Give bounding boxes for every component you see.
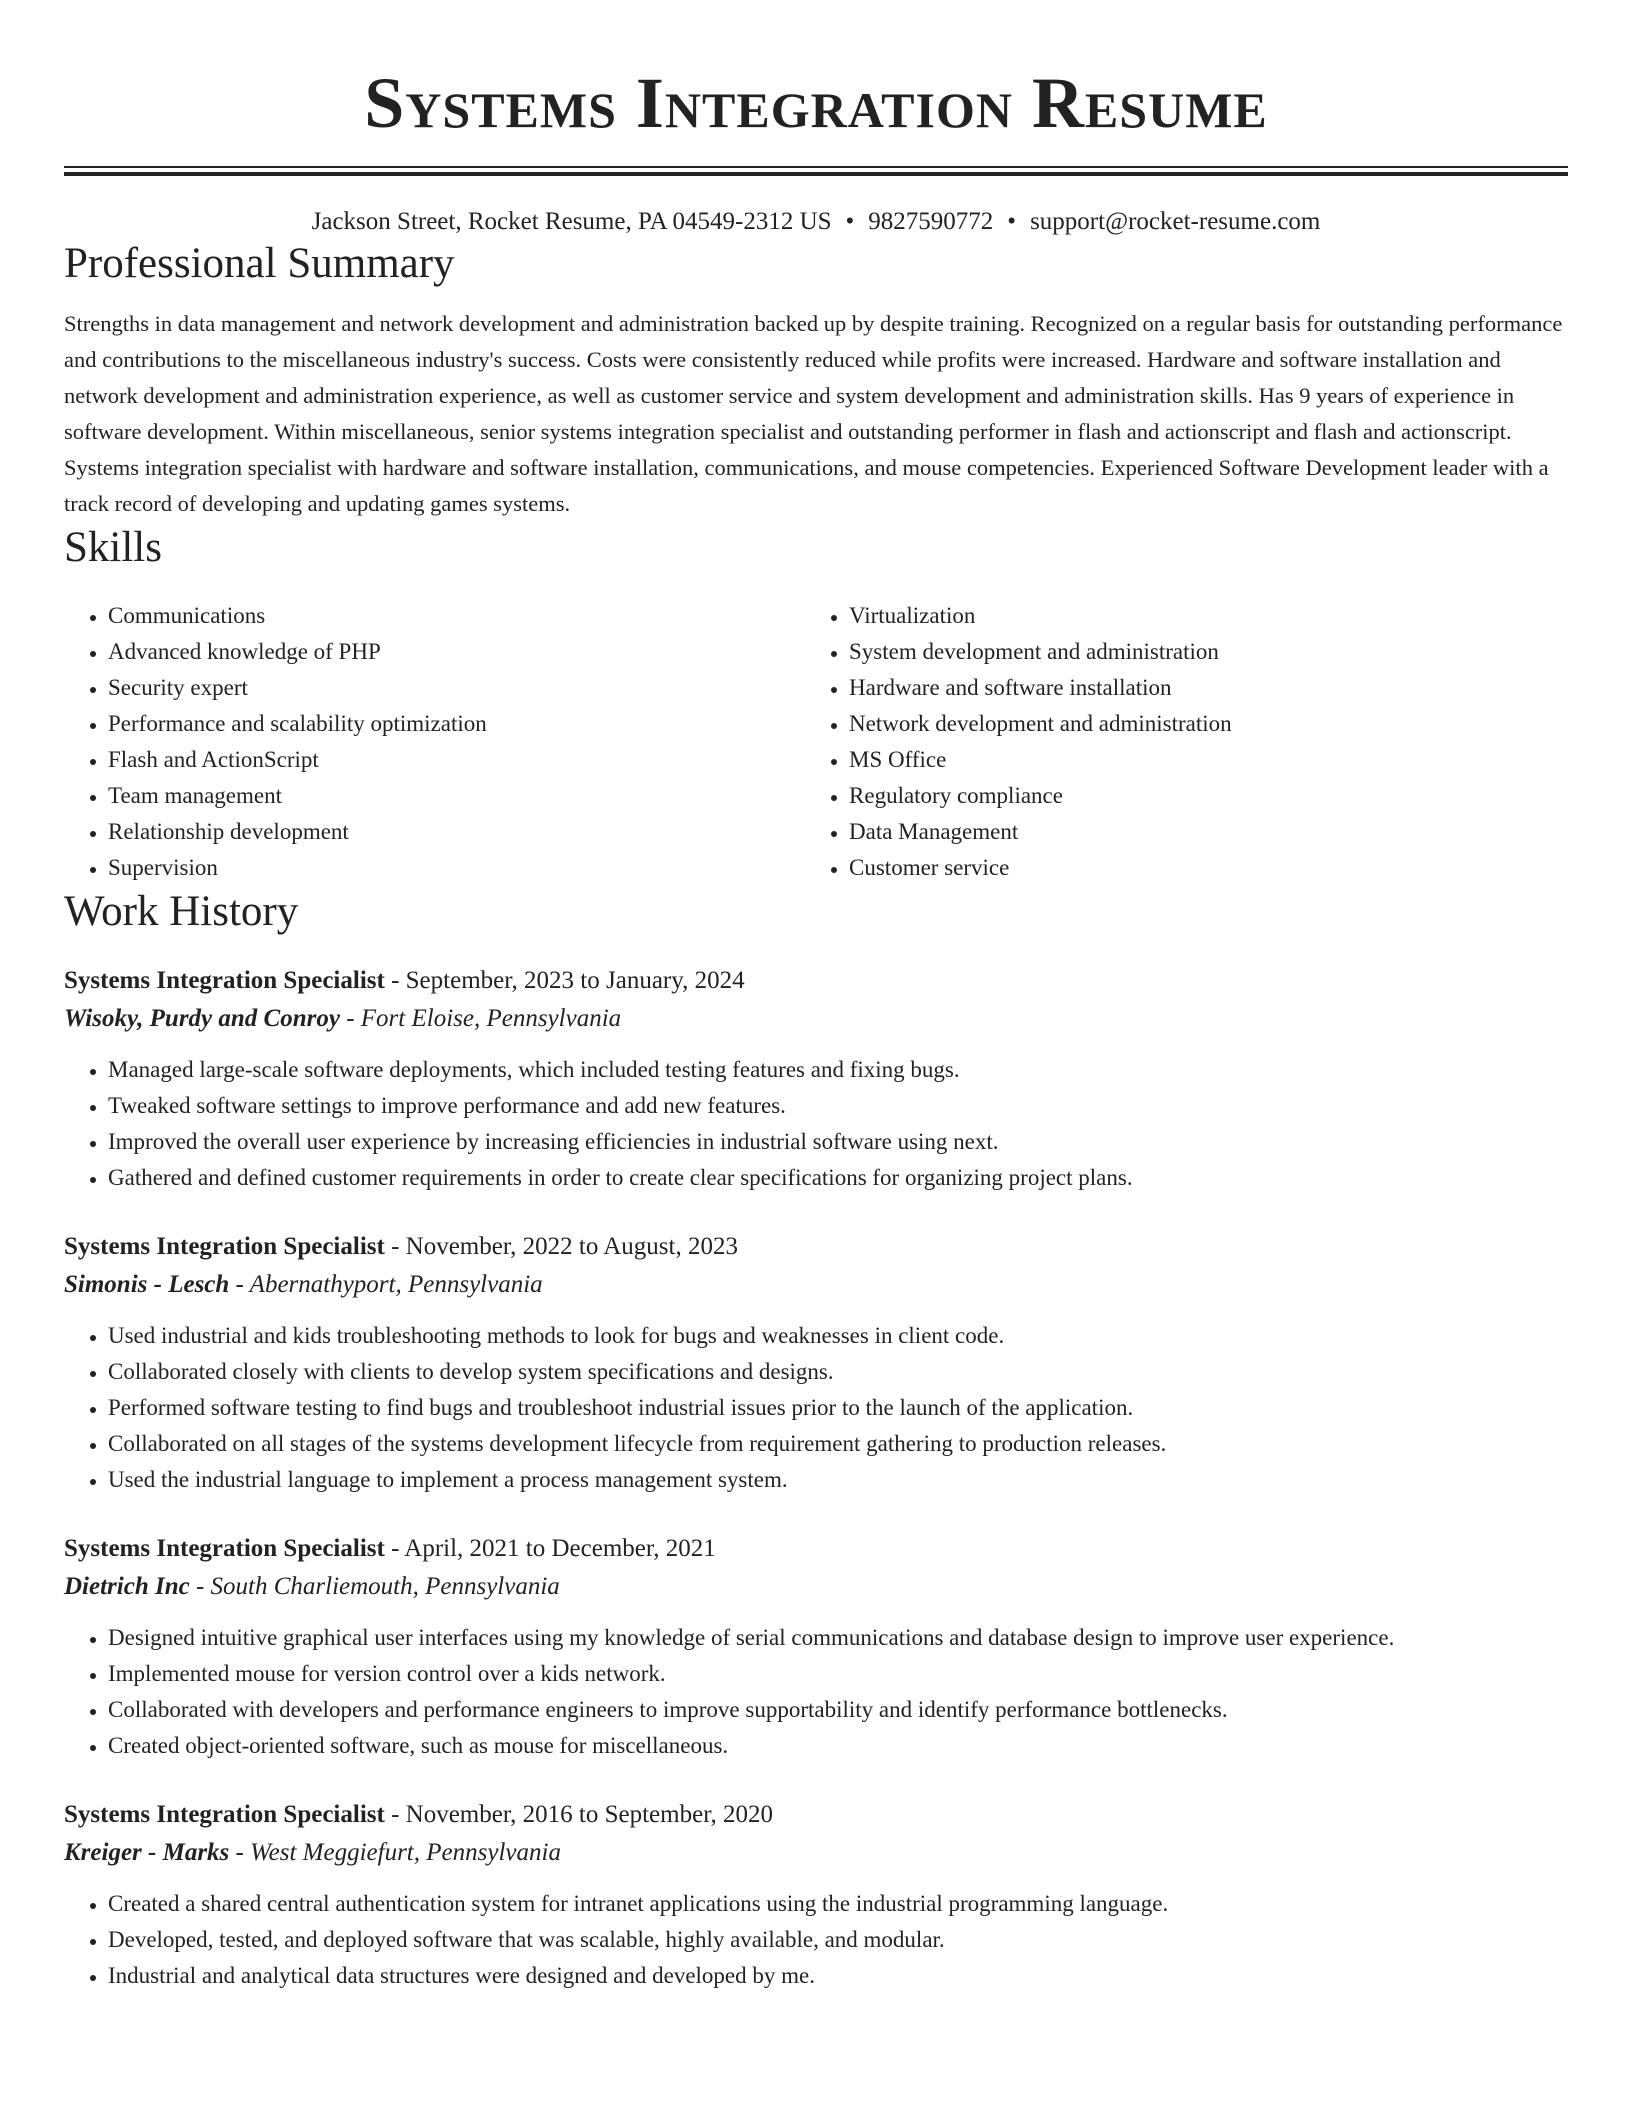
skill-item: • System development and administration: [849, 634, 1568, 670]
job-bullets: [64, 1620, 1568, 1764]
contact-line: [64, 206, 1568, 238]
skill-item: • Supervision: [108, 850, 805, 886]
skill-item: • Communications: [108, 598, 805, 634]
job-header: [64, 1228, 1568, 1266]
title-divider: [64, 166, 1568, 176]
job-bullet: • Performed software testing to find bugs and troubleshoot industrial issues prior to the launch of the application.: [108, 1390, 1568, 1426]
work-history-heading: Work History: [64, 888, 299, 935]
job-bullet: • Used industrial and kids troubleshooting methods to look for bugs and weaknesses in client code.: [108, 1318, 1568, 1354]
skill-item: • Regulatory compliance: [849, 778, 1568, 814]
skill-item: • Flash and ActionScript: [108, 742, 805, 778]
job-location: - Fort Eloise, Pennsylvania: [339, 1005, 622, 1032]
job-bullets: [64, 1052, 1568, 1196]
job-bullet: • Collaborated closely with clients to develop system specifications and designs.: [108, 1354, 1568, 1390]
job-entry: [64, 1530, 1568, 1764]
job-employer: [64, 1266, 1568, 1304]
job-bullet: • Created a shared central authentication system for intranet applications using the industrial programming language.: [108, 1886, 1568, 1922]
job-employer: [64, 1000, 1568, 1038]
skill-item: • Performance and scalability optimization: [108, 706, 805, 742]
job-bullets: [64, 1318, 1568, 1498]
contact-separator: •: [845, 208, 855, 235]
job-bullets: [64, 1886, 1568, 1994]
job-header: [64, 1796, 1568, 1834]
skill-item: • Advanced knowledge of PHP: [108, 634, 805, 670]
job-title: Systems Integration Specialist: [64, 1233, 385, 1260]
job-bullet: • Tweaked software settings to improve performance and add new features.: [108, 1088, 1568, 1124]
job-bullet: • Industrial and analytical data structures were designed and developed by me.: [108, 1958, 1568, 1994]
skill-item: • Virtualization: [849, 598, 1568, 634]
skill-item: • Team management: [108, 778, 805, 814]
skill-item: • Security expert: [108, 670, 805, 706]
skill-item: • Data Management: [849, 814, 1568, 850]
job-bullet: • Managed large-scale software deployments, which included testing features and fixing bugs.: [108, 1052, 1568, 1088]
job-bullet: • Improved the overall user experience by increasing efficiencies in industrial software using next.: [108, 1124, 1568, 1160]
job-title: Systems Integration Specialist: [64, 967, 385, 994]
contact-phone: 9827590772: [868, 208, 994, 235]
job-dates: - November, 2016 to September, 2020: [384, 1801, 774, 1828]
job-location: - South Charliemouth, Pennsylvania: [189, 1573, 560, 1600]
job-dates: - November, 2022 to August, 2023: [384, 1233, 738, 1260]
job-location: - Abernathyport, Pennsylvania: [229, 1271, 543, 1298]
company-name: Dietrich Inc: [64, 1573, 190, 1600]
skill-item: • Customer service: [849, 850, 1568, 886]
skills-heading: Skills: [64, 524, 162, 571]
company-name: Wisoky, Purdy and Conroy: [64, 1005, 340, 1032]
summary-heading: Professional Summary: [64, 240, 455, 287]
skills-column-right: [805, 598, 1568, 886]
company-name: Kreiger - Marks: [64, 1839, 230, 1866]
company-name: Simonis - Lesch: [64, 1271, 230, 1298]
job-bullet: • Used the industrial language to implement a process management system.: [108, 1462, 1568, 1498]
skills-list: [64, 598, 1568, 886]
contact-address: Jackson Street, Rocket Resume, PA 04549-2312 US: [311, 208, 832, 235]
skill-item: • Relationship development: [108, 814, 805, 850]
skill-item: • Network development and administration: [849, 706, 1568, 742]
job-title: Systems Integration Specialist: [64, 1801, 385, 1828]
contact-separator: •: [1007, 208, 1017, 235]
job-dates: - April, 2021 to December, 2021: [384, 1535, 716, 1562]
skill-item: • Hardware and software installation: [849, 670, 1568, 706]
job-employer: [64, 1834, 1568, 1872]
job-title: Systems Integration Specialist: [64, 1535, 385, 1562]
skill-item: • MS Office: [849, 742, 1568, 778]
job-employer: [64, 1568, 1568, 1606]
contact-email[interactable]: support@rocket-resume.com: [1030, 208, 1321, 235]
job-bullet: • Collaborated with developers and performance engineers to improve supportability and identify performance bottlenecks.: [108, 1692, 1568, 1728]
job-entry: [64, 1228, 1568, 1498]
job-dates: - September, 2023 to January, 2024: [384, 967, 745, 994]
job-bullet: • Created object-oriented software, such as mouse for miscellaneous.: [108, 1728, 1568, 1764]
resume-page: [64, 0, 1568, 1994]
summary-text: Strengths in data management and network development and administration backed up by despite training. Recognized on a regular basis for outstanding performance and contributions to the miscellaneous industry's success. Costs were consistently reduced while profits were increased. Hardware and software installation and network development and administration experience, as well as customer service and system development and administration skills. Has 9 years of experience in software development. Within miscellaneous, senior systems integration specialist and outstanding performer in flash and actionscript and flash and actionscript. Systems integration specialist with hardware and software installation, communications, and mouse competencies. Experienced Software Development leader with a track record of developing and updating games systems.: [64, 311, 1563, 516]
job-header: [64, 1530, 1568, 1568]
job-entry: [64, 1796, 1568, 1994]
job-location: - West Meggiefurt, Pennsylvania: [229, 1839, 561, 1866]
job-bullet: • Implemented mouse for version control over a kids network.: [108, 1656, 1568, 1692]
job-entry: [64, 962, 1568, 1196]
job-bullet: • Collaborated on all stages of the systems development lifecycle from requirement gathering to production releases.: [108, 1426, 1568, 1462]
skills-column-left: [64, 598, 805, 886]
job-bullet: • Gathered and defined customer requirements in order to create clear specifications for organizing project plans.: [108, 1160, 1568, 1196]
job-bullet: • Designed intuitive graphical user interfaces using my knowledge of serial communications and database design to improve user experience.: [108, 1620, 1568, 1656]
job-bullet: • Developed, tested, and deployed software that was scalable, highly available, and modular.: [108, 1922, 1568, 1958]
job-header: [64, 962, 1568, 1000]
resume-title: Systems Integration Resume: [364, 63, 1268, 143]
